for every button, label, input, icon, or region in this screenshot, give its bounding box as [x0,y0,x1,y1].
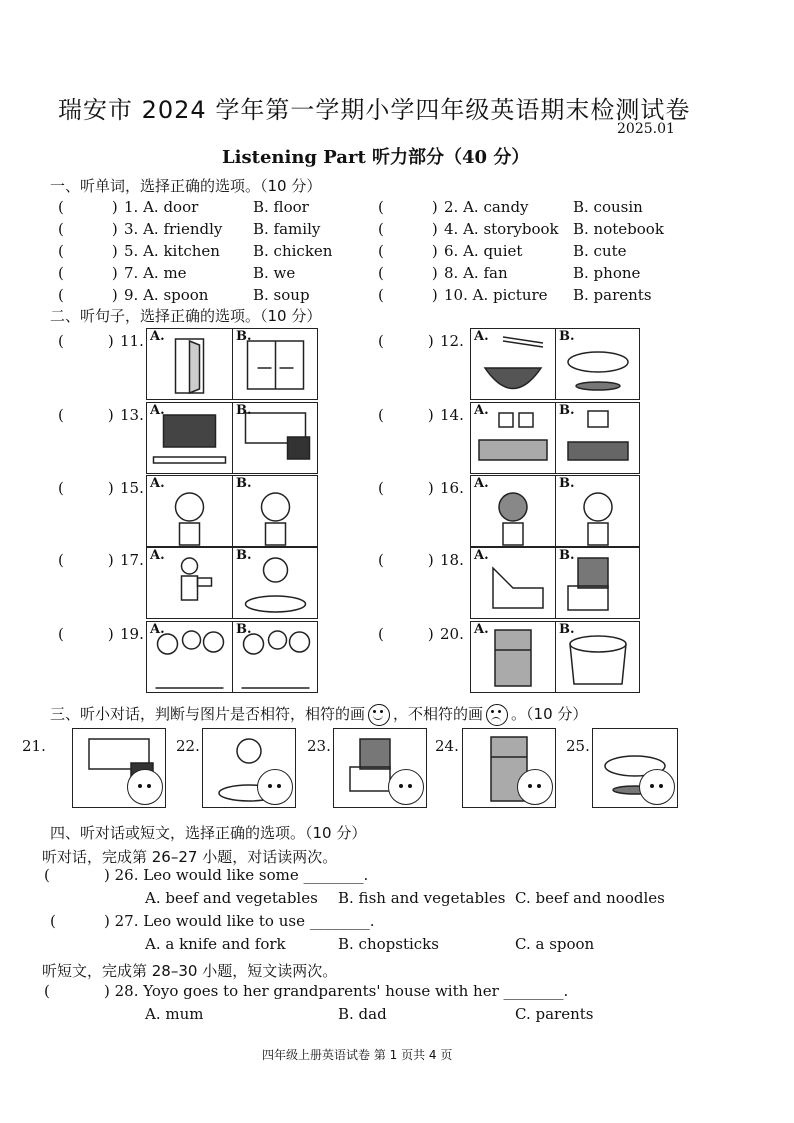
option-b[interactable]: B. notebook [573,220,664,238]
question-number: 23. [307,737,331,755]
option-a[interactable]: 6. A. quiet [444,242,523,260]
option-b[interactable]: B. parents [573,286,652,304]
answer-face-circle[interactable] [127,769,163,805]
q26-paren[interactable]: ( [44,866,50,884]
question-number: 18. [440,551,464,569]
page-title: 瑞安市 2024 学年第一学期小学四年级英语期末检测试卷 [58,96,691,124]
picture-pair [146,475,318,547]
option-label: A. [150,476,165,491]
option-label: B. [559,476,575,491]
option-label: B. [236,329,252,344]
smile-face-icon [368,704,390,726]
dialog-picture [592,728,678,808]
option-label: A. [474,476,489,491]
answer-paren[interactable]: ( ) [378,286,438,304]
answer-paren[interactable]: ( ) [58,242,118,260]
q27-stem: ) 27. Leo would like to use ________. [104,912,375,930]
picture-pair [470,621,640,693]
picture-option-a[interactable] [471,622,555,692]
picture-option-a[interactable] [147,403,232,473]
picture-pair [146,621,318,693]
picture-option-b[interactable] [555,403,640,473]
option-label: A. [474,622,489,637]
picture-pair [146,402,318,474]
option-label: B. [559,548,575,563]
answer-paren[interactable]: ( ) [58,551,114,569]
question-number: 25. [566,737,590,755]
answer-paren[interactable]: ( ) [58,220,118,238]
option-label: B. [236,548,252,563]
option-b[interactable]: B. phone [573,264,641,282]
section1-heading: 一、听单词，选择正确的选项。（10 分） [50,177,322,195]
option-a[interactable]: 2. A. candy [444,198,529,216]
question-number: 17. [120,551,144,569]
picture-option-b[interactable] [232,403,318,473]
answer-paren[interactable]: ( ) [378,220,438,238]
answer-face-circle[interactable] [517,769,553,805]
picture-option-b[interactable] [232,622,318,692]
page-footer: 四年级上册英语试卷 第 1 页共 4 页 [262,1048,453,1062]
question-number: 12. [440,332,464,350]
picture-pair [146,547,318,619]
picture-pair [470,402,640,474]
answer-paren[interactable]: ( ) [58,286,118,304]
picture-option-b[interactable] [555,476,640,546]
option-label: A. [150,403,165,418]
picture-option-b[interactable] [232,476,318,546]
answer-paren[interactable]: ( ) [378,332,434,350]
option-b[interactable]: B. cousin [573,198,643,216]
answer-paren[interactable]: ( ) [58,625,114,643]
picture-pair [470,328,640,400]
question-number: 20. [440,625,464,643]
dialog-picture [333,728,427,808]
answer-paren[interactable]: ( ) [58,198,118,216]
option-b[interactable]: B. we [253,264,296,282]
picture-option-b[interactable] [555,548,640,618]
sad-face-icon [486,704,508,726]
picture-pair [470,475,640,547]
option-label: A. [474,548,489,563]
picture-option-a[interactable] [147,622,232,692]
option-label: A. [474,403,489,418]
option-b[interactable]: B. floor [253,198,309,216]
answer-face-circle[interactable] [388,769,424,805]
exam-date: 2025.01 [617,121,675,137]
option-label: A. [150,548,165,563]
q28-paren[interactable]: ( [44,982,50,1000]
option-label: A. [474,329,489,344]
q27-option-b[interactable]: B. chopsticks [338,935,439,953]
q26-option-c[interactable]: C. beef and noodles [515,889,665,907]
option-a[interactable]: 5. A. kitchen [124,242,220,260]
answer-paren[interactable]: ( ) [58,406,114,424]
answer-paren[interactable]: ( ) [378,551,434,569]
option-label: B. [236,403,252,418]
answer-paren[interactable]: ( ) [58,479,114,497]
section4-heading: 四、听对话或短文，选择正确的选项。（10 分） [50,824,367,842]
picture-option-b[interactable] [555,622,640,692]
picture-option-a[interactable] [471,403,555,473]
q26-option-a[interactable]: A. beef and vegetables [145,889,318,907]
dialog-picture [72,728,166,808]
answer-face-circle[interactable] [639,769,675,805]
q26-option-b[interactable]: B. fish and vegetables [338,889,506,907]
question-number: 14. [440,406,464,424]
option-a[interactable]: 10. A. picture [444,286,548,304]
option-label: B. [559,622,575,637]
option-a[interactable]: 1. A. door [124,198,199,216]
question-number: 15. [120,479,144,497]
dialog-intro: 听对话，完成第 26–27 小题，对话读两次。 [42,848,338,866]
option-a[interactable]: 8. A. fan [444,264,508,282]
picture-option-a[interactable] [471,476,555,546]
question-number: 21. [22,737,46,755]
answer-face-circle[interactable] [257,769,293,805]
option-a[interactable]: 3. A. friendly [124,220,223,238]
answer-paren[interactable]: ( ) [58,332,114,350]
picture-option-a[interactable] [471,548,555,618]
dialog-picture [202,728,296,808]
option-label: B. [559,403,575,418]
question-number: 13. [120,406,144,424]
option-label: B. [559,329,575,344]
q27-option-a[interactable]: A. a knife and fork [145,935,286,953]
dialog-picture [462,728,556,808]
option-label: B. [236,476,252,491]
picture-pair [146,328,318,400]
answer-paren[interactable]: ( ) [378,406,434,424]
picture-option-a[interactable] [147,548,232,618]
question-number: 19. [120,625,144,643]
q28-option-b[interactable]: B. dad [338,1005,387,1023]
option-label: A. [150,622,165,637]
section2-heading: 二、听句子，选择正确的选项。（10 分） [50,307,322,325]
answer-paren[interactable]: ( ) [378,242,438,260]
answer-paren[interactable]: ( ) [378,625,434,643]
answer-paren[interactable]: ( ) [58,264,118,282]
q26-stem: ) 26. Leo would like some ________. [104,866,369,884]
answer-paren[interactable]: ( ) [378,479,434,497]
picture-pair [470,547,640,619]
question-number: 22. [176,737,200,755]
picture-option-a[interactable] [471,329,555,399]
picture-option-a[interactable] [147,476,232,546]
option-label: B. [236,622,252,637]
option-b[interactable]: B. cute [573,242,627,260]
part-subtitle: Listening Part 听力部分（40 分） [222,147,530,168]
q28-stem: ) 28. Yoyo goes to her grandparents' house with her ________. [104,982,569,1000]
option-b[interactable]: B. soup [253,286,310,304]
option-a[interactable]: 4. A. storybook [444,220,559,238]
q28-option-a[interactable]: A. mum [145,1005,204,1023]
answer-paren[interactable]: ( ) [378,264,438,282]
picture-option-b[interactable] [232,329,318,399]
q28-option-c[interactable]: C. parents [515,1005,594,1023]
picture-option-b[interactable] [555,329,640,399]
option-b[interactable]: B. family [253,220,321,238]
q27-option-c[interactable]: C. a spoon [515,935,595,953]
q27-paren[interactable]: ( [50,912,56,930]
option-b[interactable]: B. chicken [253,242,333,260]
question-number: 24. [435,737,459,755]
option-label: A. [150,329,165,344]
answer-paren[interactable]: ( ) [378,198,438,216]
option-a[interactable]: 9. A. spoon [124,286,209,304]
picture-option-a[interactable] [147,329,232,399]
question-number: 11. [120,332,144,350]
option-a[interactable]: 7. A. me [124,264,187,282]
passage-intro: 听短文，完成第 28–30 小题，短文读两次。 [42,962,338,980]
question-number: 16. [440,479,464,497]
picture-option-b[interactable] [232,548,318,618]
section3-heading: 三、听小对话，判断与图片是否相符，相符的画 ，不相符的画 。（10 分） [50,703,587,726]
